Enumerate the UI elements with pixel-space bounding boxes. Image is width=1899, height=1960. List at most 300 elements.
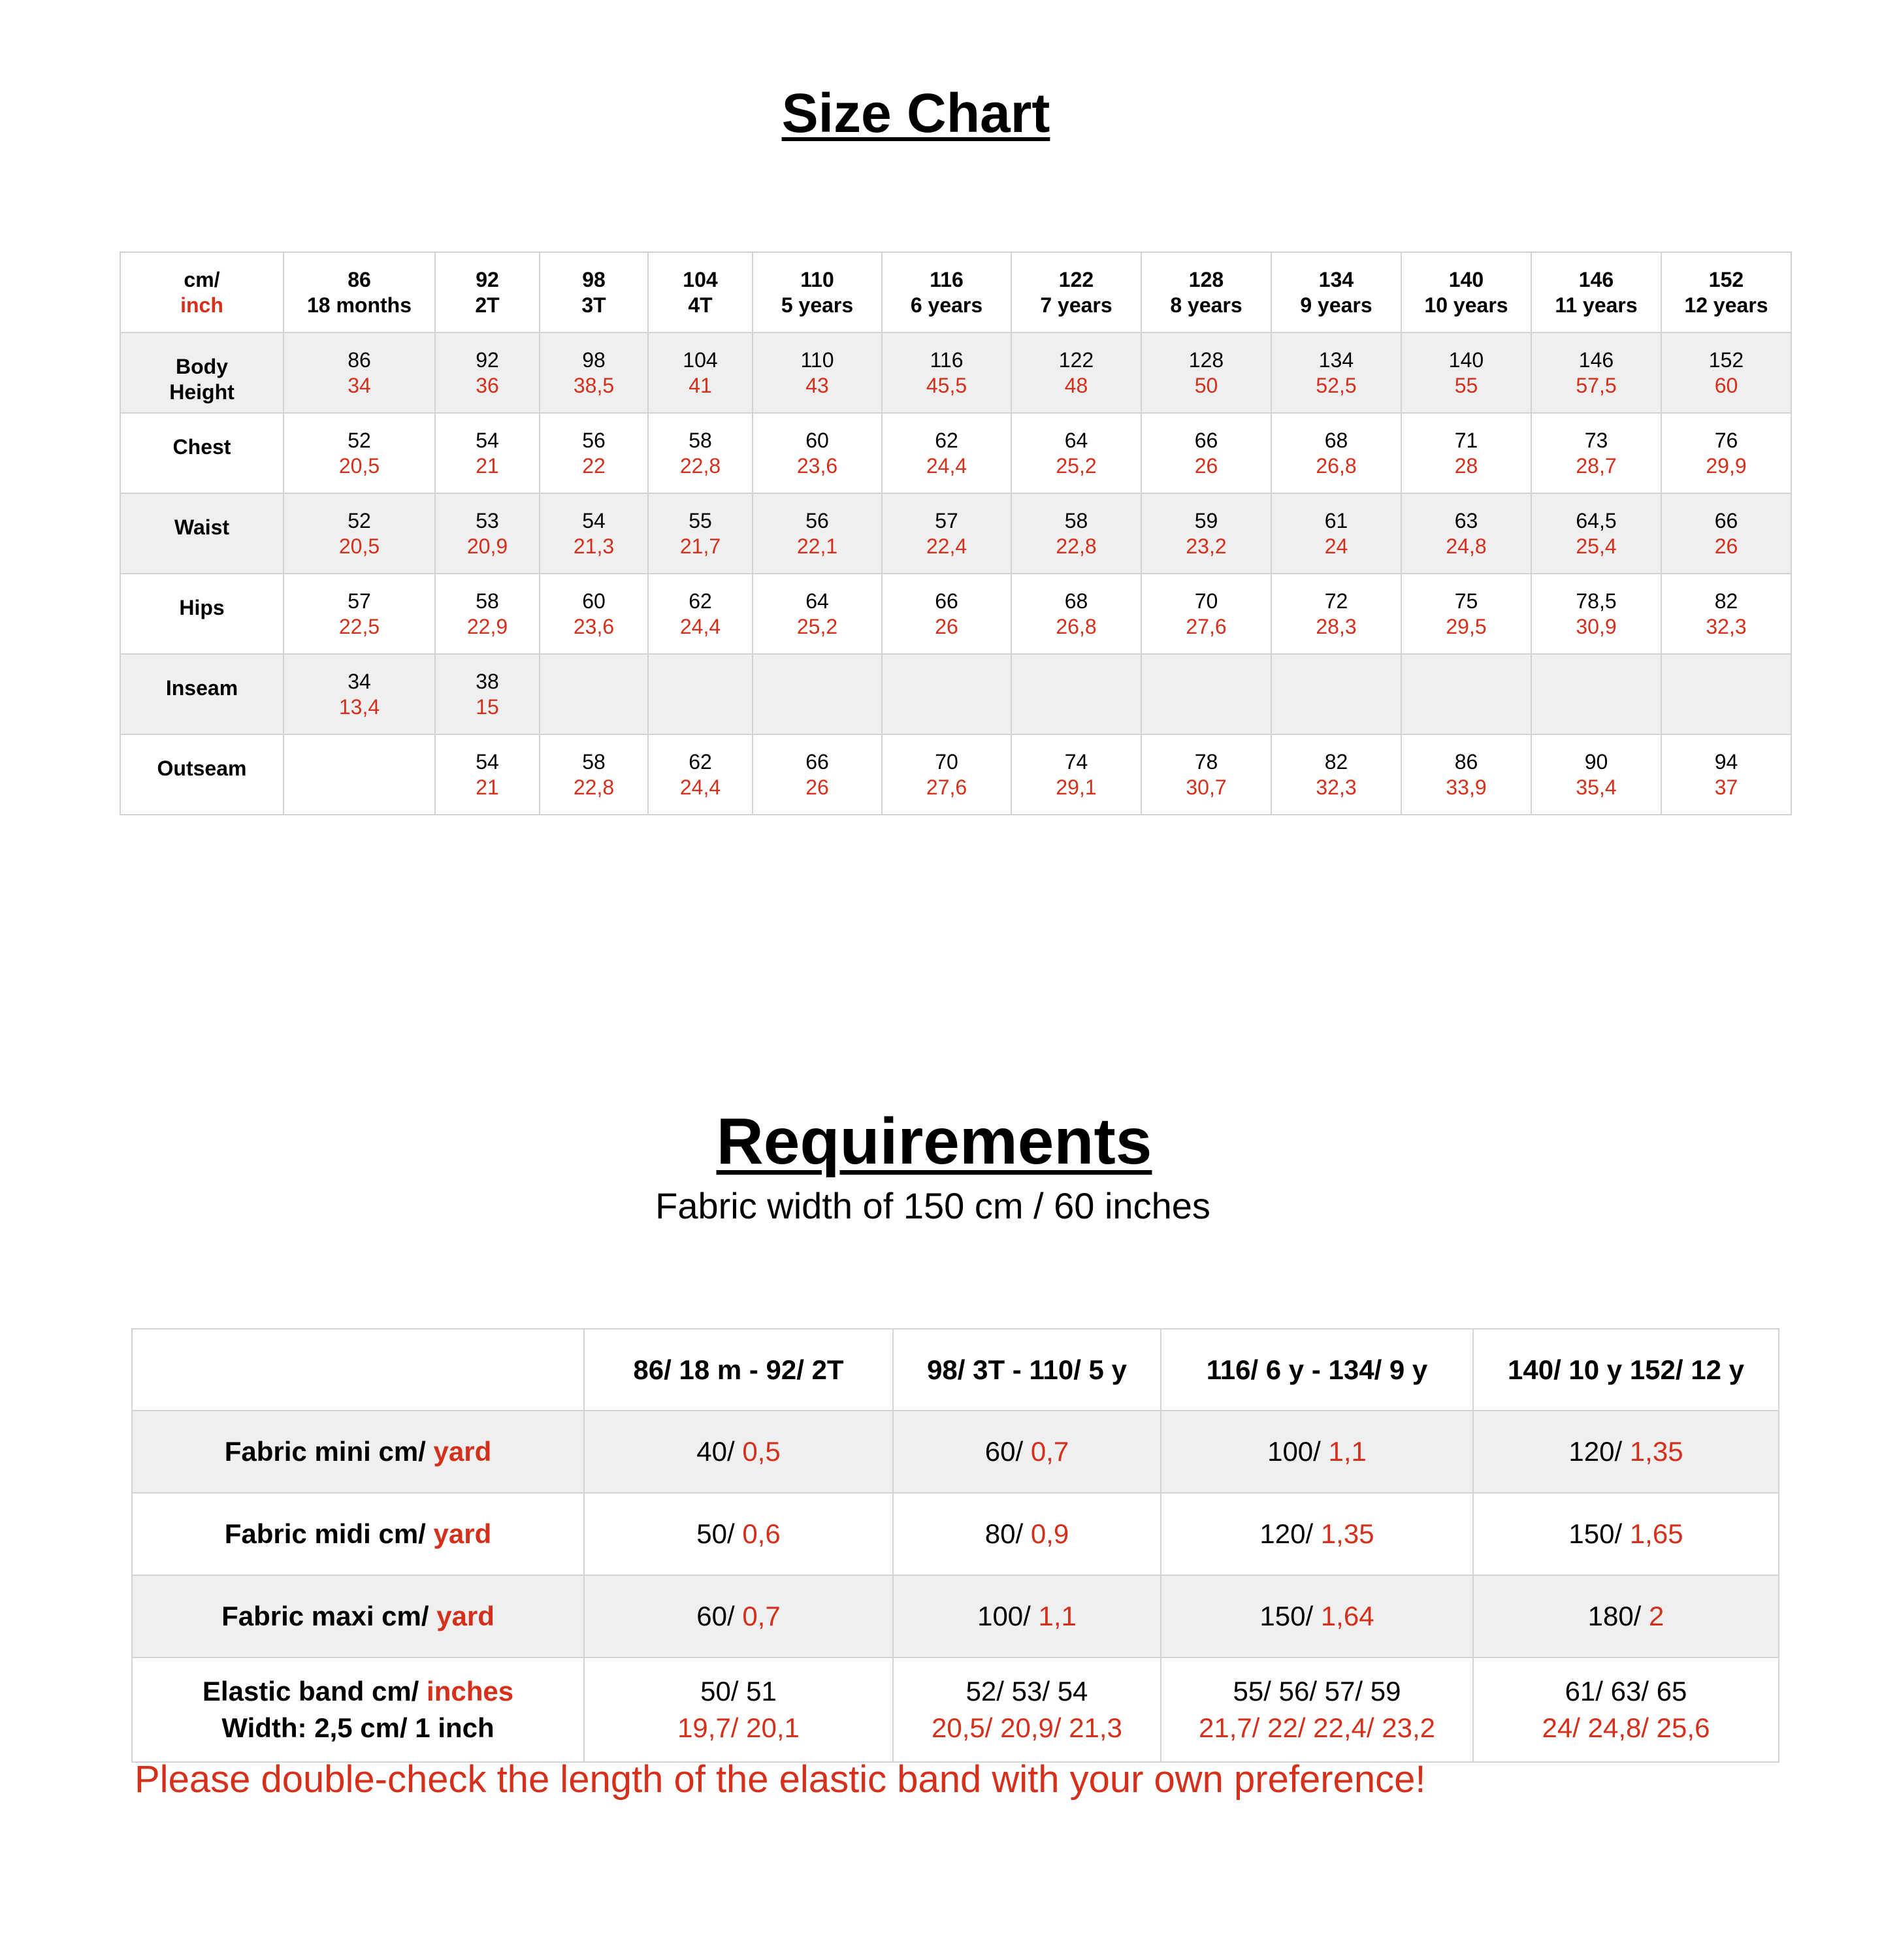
measurement-cell xyxy=(1531,333,1661,413)
measurement-cell xyxy=(284,654,435,734)
requirements-header-row xyxy=(132,1329,1779,1411)
value-inch: 25,2 xyxy=(1056,453,1097,478)
amount-cm: 60/ xyxy=(696,1601,743,1631)
value-inch: 22,1 xyxy=(796,534,838,558)
value-cm: 134 xyxy=(1318,348,1354,372)
amount-yard: 1,65 xyxy=(1629,1518,1683,1549)
value-cm: 98 xyxy=(582,348,606,372)
value-inch: 33,9 xyxy=(1446,775,1487,799)
measurement-cell xyxy=(1531,413,1661,493)
fabric-amount-cell xyxy=(584,1411,893,1493)
elastic-inch: 19,7/ 20,1 xyxy=(677,1712,800,1743)
size-range-header: 140/ 10 y 152/ 12 y xyxy=(1473,1329,1779,1411)
measurement-cell xyxy=(1011,413,1141,493)
value-inch: 29,5 xyxy=(1446,614,1487,638)
value-inch: 43 xyxy=(805,373,829,397)
elastic-cm: 50/ 51 xyxy=(700,1676,777,1707)
measurement-cell xyxy=(435,493,540,574)
measurement-cell xyxy=(648,493,753,574)
size-age: 12 years xyxy=(1684,293,1768,317)
size-column-header xyxy=(1661,252,1791,333)
elastic-cm: 55/ 56/ 57/ 59 xyxy=(1233,1676,1401,1707)
value-inch: 25,2 xyxy=(796,614,838,638)
amount-yard: 0,6 xyxy=(742,1518,781,1549)
value-cm: 64 xyxy=(1064,428,1088,452)
amount-yard: 2 xyxy=(1649,1601,1664,1631)
elastic-length-cell xyxy=(1473,1658,1779,1762)
value-inch: 26,8 xyxy=(1316,453,1357,478)
elastic-length-cell xyxy=(584,1658,893,1762)
value-cm: 58 xyxy=(476,589,499,613)
measurement-cell xyxy=(1661,333,1791,413)
value-cm: 54 xyxy=(476,749,499,774)
size-row xyxy=(120,654,1791,734)
value-inch: 22,5 xyxy=(338,614,380,638)
value-cm: 78,5 xyxy=(1576,589,1617,613)
fabric-amount-cell xyxy=(893,1575,1161,1658)
value-cm: 122 xyxy=(1058,348,1094,372)
value-inch: 28,7 xyxy=(1576,453,1617,478)
elastic-band-label xyxy=(132,1658,584,1762)
size-age: 10 years xyxy=(1424,293,1508,317)
measurement-cell xyxy=(1401,734,1531,815)
value-inch: 26,8 xyxy=(1056,614,1097,638)
measurement-label xyxy=(120,574,284,654)
value-inch: 57,5 xyxy=(1576,373,1617,397)
value-cm: 68 xyxy=(1324,428,1348,452)
value-inch: 22,8 xyxy=(679,453,721,478)
amount-yard: 0,5 xyxy=(742,1436,781,1467)
elastic-band-note: Please double-check the length of the elastic band with your own preference! xyxy=(135,1758,1426,1801)
size-number: 146 xyxy=(1578,267,1614,291)
measurement-cell xyxy=(435,413,540,493)
value-cm: 116 xyxy=(930,348,964,372)
measurement-cell xyxy=(1271,493,1401,574)
value-inch: 21,3 xyxy=(573,534,615,558)
value-cm: 55 xyxy=(689,508,712,532)
measurement-cell xyxy=(284,574,435,654)
value-cm: 53 xyxy=(476,508,499,532)
value-cm: 60 xyxy=(582,589,606,613)
value-inch: 24 xyxy=(1324,534,1348,558)
size-row xyxy=(120,734,1791,815)
measurement-cell xyxy=(753,574,882,654)
value-cm: 59 xyxy=(1194,508,1218,532)
measurement-cell xyxy=(648,574,753,654)
measurement-cell xyxy=(1011,734,1141,815)
elastic-label-line xyxy=(133,1673,583,1710)
size-age: 9 years xyxy=(1300,293,1372,317)
value-inch: 30,9 xyxy=(1576,614,1617,638)
amount-yard: 1,35 xyxy=(1629,1436,1683,1467)
measurement-cell xyxy=(1141,493,1271,574)
value-cm: 66 xyxy=(935,589,958,613)
value-inch: 28,3 xyxy=(1316,614,1357,638)
amount-yard: 1,1 xyxy=(1038,1601,1077,1631)
measurement-cell xyxy=(540,413,648,493)
size-range-header: 98/ 3T - 110/ 5 y xyxy=(893,1329,1161,1411)
measurement-cell xyxy=(1271,574,1401,654)
elastic-length-cell xyxy=(1161,1658,1473,1762)
measurement-cell xyxy=(540,734,648,815)
value-cm: 54 xyxy=(582,508,606,532)
size-number: 152 xyxy=(1708,267,1744,291)
measurement-cell xyxy=(284,734,435,815)
measurement-cell xyxy=(1011,333,1141,413)
size-number: 134 xyxy=(1318,267,1354,291)
value-cm: 60 xyxy=(805,428,829,452)
value-cm: 62 xyxy=(689,589,712,613)
value-cm: 56 xyxy=(582,428,606,452)
measurement-cell xyxy=(540,654,648,734)
fabric-label xyxy=(132,1575,584,1658)
value-inch: 15 xyxy=(476,694,499,719)
amount-yard: 0,7 xyxy=(742,1601,781,1631)
value-cm: 71 xyxy=(1454,428,1478,452)
amount-cm: 120/ xyxy=(1568,1436,1630,1467)
measurement-cell xyxy=(1271,413,1401,493)
measurement-cell xyxy=(1011,654,1141,734)
value-inch: 34 xyxy=(348,373,371,397)
value-inch: 26 xyxy=(1194,453,1218,478)
value-inch: 29,1 xyxy=(1056,775,1097,799)
elastic-label-text: Elastic band cm/ xyxy=(202,1676,427,1707)
size-column-header xyxy=(753,252,882,333)
value-cm: 56 xyxy=(805,508,829,532)
measurement-cell xyxy=(284,493,435,574)
measurement-cell xyxy=(1531,493,1661,574)
elastic-width-label: Width: 2,5 cm/ 1 inch xyxy=(221,1712,495,1743)
value-cm: 78 xyxy=(1194,749,1218,774)
size-column-header xyxy=(1271,252,1401,333)
amount-cm: 180/ xyxy=(1587,1601,1649,1631)
value-inch: 26 xyxy=(935,614,958,638)
elastic-cm: 61/ 63/ 65 xyxy=(1565,1676,1687,1707)
measurement-cell xyxy=(435,574,540,654)
value-cm: 72 xyxy=(1324,589,1348,613)
measurement-cell xyxy=(753,493,882,574)
value-cm: 76 xyxy=(1714,428,1738,452)
size-range-header: 116/ 6 y - 134/ 9 y xyxy=(1161,1329,1473,1411)
fabric-label-text: Fabric maxi cm/ xyxy=(221,1601,437,1631)
measurement-cell xyxy=(435,333,540,413)
fabric-amount-cell xyxy=(584,1493,893,1575)
size-row xyxy=(120,413,1791,493)
size-number: 140 xyxy=(1448,267,1484,291)
measurement-cell xyxy=(1401,333,1531,413)
elastic-inch: 20,5/ 20,9/ 21,3 xyxy=(932,1712,1122,1743)
size-column-header xyxy=(540,252,648,333)
measurement-cell xyxy=(1141,574,1271,654)
size-chart-table xyxy=(120,252,1792,815)
elastic-label-unit: inches xyxy=(427,1676,514,1707)
requirements-title: Requirements xyxy=(716,1105,1152,1178)
value-cm: 61 xyxy=(1324,508,1348,532)
value-inch: 22,8 xyxy=(1056,534,1097,558)
value-cm: 66 xyxy=(1194,428,1218,452)
value-cm: 52 xyxy=(348,508,371,532)
measurement-cell xyxy=(882,413,1011,493)
amount-cm: 150/ xyxy=(1568,1518,1630,1549)
fabric-label xyxy=(132,1411,584,1493)
measurement-label-line: Inseam xyxy=(165,676,238,700)
size-column-header xyxy=(1531,252,1661,333)
amount-cm: 40/ xyxy=(696,1436,743,1467)
measurement-cell xyxy=(648,654,753,734)
size-age: 4T xyxy=(688,293,713,317)
measurement-cell xyxy=(753,333,882,413)
size-number: 104 xyxy=(683,267,718,291)
value-inch: 55 xyxy=(1454,373,1478,397)
fabric-label-unit: yard xyxy=(433,1436,492,1467)
fabric-label-unit: yard xyxy=(433,1518,492,1549)
value-inch: 24,4 xyxy=(679,614,721,638)
value-cm: 73 xyxy=(1584,428,1608,452)
value-inch: 38,5 xyxy=(573,373,615,397)
measurement-cell xyxy=(882,333,1011,413)
size-age: 7 years xyxy=(1040,293,1112,317)
amount-cm: 120/ xyxy=(1259,1518,1321,1549)
size-column-header xyxy=(435,252,540,333)
value-inch: 37 xyxy=(1714,775,1738,799)
measurement-label xyxy=(120,654,284,734)
value-cm: 58 xyxy=(689,428,712,452)
value-inch: 23,6 xyxy=(573,614,615,638)
value-cm: 52 xyxy=(348,428,371,452)
value-inch: 32,3 xyxy=(1706,614,1747,638)
value-cm: 63 xyxy=(1454,508,1478,532)
value-inch: 23,6 xyxy=(796,453,838,478)
measurement-cell xyxy=(1271,333,1401,413)
measurement-label xyxy=(120,493,284,574)
size-number: 86 xyxy=(348,267,371,291)
value-cm: 128 xyxy=(1188,348,1224,372)
value-inch: 23,2 xyxy=(1186,534,1227,558)
amount-cm: 100/ xyxy=(1267,1436,1329,1467)
measurement-cell xyxy=(1661,734,1791,815)
value-cm: 57 xyxy=(935,508,958,532)
size-age: 5 years xyxy=(781,293,854,317)
amount-yard: 1,64 xyxy=(1320,1601,1374,1631)
value-inch: 24,4 xyxy=(679,775,721,799)
value-inch: 21 xyxy=(476,453,499,478)
fabric-label-unit: yard xyxy=(436,1601,495,1631)
value-inch: 21 xyxy=(476,775,499,799)
value-cm: 54 xyxy=(476,428,499,452)
value-cm: 110 xyxy=(800,348,834,372)
elastic-inch: 21,7/ 22/ 22,4/ 23,2 xyxy=(1199,1712,1435,1743)
fabric-row xyxy=(132,1575,1779,1658)
value-inch: 27,6 xyxy=(926,775,967,799)
value-cm: 66 xyxy=(1714,508,1738,532)
value-inch: 32,3 xyxy=(1316,775,1357,799)
fabric-amount-cell xyxy=(1473,1411,1779,1493)
size-number: 98 xyxy=(582,267,606,291)
size-number: 92 xyxy=(476,267,499,291)
fabric-label xyxy=(132,1493,584,1575)
value-cm: 104 xyxy=(683,348,718,372)
value-inch: 13,4 xyxy=(338,694,380,719)
measurement-cell xyxy=(1661,654,1791,734)
value-cm: 38 xyxy=(476,669,499,693)
measurement-cell xyxy=(540,493,648,574)
amount-cm: 80/ xyxy=(984,1518,1031,1549)
value-cm: 62 xyxy=(689,749,712,774)
measurement-cell xyxy=(1141,654,1271,734)
value-cm: 64,5 xyxy=(1576,508,1617,532)
elastic-band-row xyxy=(132,1658,1779,1762)
size-column-header xyxy=(882,252,1011,333)
unit-corner-cell xyxy=(120,252,284,333)
size-column-header xyxy=(1011,252,1141,333)
size-row xyxy=(120,333,1791,413)
value-cm: 86 xyxy=(348,348,371,372)
measurement-label xyxy=(120,413,284,493)
value-inch: 25,4 xyxy=(1576,534,1617,558)
value-inch: 30,7 xyxy=(1186,775,1227,799)
value-inch: 27,6 xyxy=(1186,614,1227,638)
value-cm: 66 xyxy=(805,749,829,774)
size-number: 122 xyxy=(1058,267,1094,291)
measurement-cell xyxy=(1531,734,1661,815)
value-cm: 92 xyxy=(476,348,499,372)
measurement-cell xyxy=(882,493,1011,574)
measurement-cell xyxy=(882,654,1011,734)
size-column-header xyxy=(648,252,753,333)
value-inch: 48 xyxy=(1064,373,1088,397)
size-column-header xyxy=(284,252,435,333)
fabric-amount-cell xyxy=(893,1411,1161,1493)
size-number: 128 xyxy=(1188,267,1224,291)
fabric-amount-cell xyxy=(584,1575,893,1658)
measurement-cell xyxy=(648,734,753,815)
measurement-cell xyxy=(753,654,882,734)
measurement-cell xyxy=(1661,493,1791,574)
value-inch: 22,4 xyxy=(926,534,967,558)
value-cm: 94 xyxy=(1714,749,1738,774)
size-column-header xyxy=(1141,252,1271,333)
value-inch: 52,5 xyxy=(1316,373,1357,397)
measurement-label-line: Outseam xyxy=(157,757,247,780)
measurement-label-line: Hips xyxy=(179,596,225,619)
fabric-row xyxy=(132,1493,1779,1575)
measurement-label-line: Waist xyxy=(174,515,230,539)
size-age: 6 years xyxy=(910,293,983,317)
value-cm: 146 xyxy=(1578,348,1614,372)
measurement-cell xyxy=(1141,413,1271,493)
elastic-inch: 24/ 24,8/ 25,6 xyxy=(1542,1712,1710,1743)
measurement-cell xyxy=(1401,574,1531,654)
unit-cm-label: cm/ xyxy=(184,267,220,291)
value-inch: 41 xyxy=(689,373,712,397)
value-inch: 22,8 xyxy=(573,775,615,799)
value-cm: 74 xyxy=(1064,749,1088,774)
measurement-cell xyxy=(1661,574,1791,654)
value-cm: 152 xyxy=(1708,348,1744,372)
measurement-cell xyxy=(540,574,648,654)
fabric-label-text: Fabric midi cm/ xyxy=(224,1518,434,1549)
measurement-cell xyxy=(540,333,648,413)
size-column-header xyxy=(1401,252,1531,333)
value-cm: 68 xyxy=(1064,589,1088,613)
fabric-label-text: Fabric mini cm/ xyxy=(224,1436,434,1467)
value-cm: 58 xyxy=(582,749,606,774)
value-inch: 60 xyxy=(1714,373,1738,397)
fabric-amount-cell xyxy=(1161,1411,1473,1493)
value-inch: 45,5 xyxy=(926,373,967,397)
value-inch: 50 xyxy=(1194,373,1218,397)
size-row xyxy=(120,574,1791,654)
measurement-cell xyxy=(284,333,435,413)
value-inch: 22,9 xyxy=(466,614,508,638)
value-cm: 62 xyxy=(935,428,958,452)
value-inch: 36 xyxy=(476,373,499,397)
measurement-cell xyxy=(435,734,540,815)
amount-cm: 60/ xyxy=(984,1436,1031,1467)
value-cm: 64 xyxy=(805,589,829,613)
measurement-cell xyxy=(1141,734,1271,815)
amount-cm: 100/ xyxy=(977,1601,1039,1631)
measurement-cell xyxy=(1401,413,1531,493)
measurement-cell xyxy=(753,734,882,815)
value-inch: 20,5 xyxy=(338,453,380,478)
value-cm: 58 xyxy=(1064,508,1088,532)
measurement-cell xyxy=(1401,493,1531,574)
unit-inch-label: inch xyxy=(180,293,223,317)
measurement-cell xyxy=(1011,493,1141,574)
value-inch: 22 xyxy=(582,453,606,478)
size-age: 11 years xyxy=(1555,293,1638,317)
measurement-cell xyxy=(753,413,882,493)
value-cm: 34 xyxy=(348,669,371,693)
value-inch: 20,5 xyxy=(338,534,380,558)
value-cm: 90 xyxy=(1584,749,1608,774)
value-inch: 24,4 xyxy=(926,453,967,478)
value-inch: 21,7 xyxy=(679,534,721,558)
requirements-corner-cell xyxy=(132,1329,584,1411)
measurement-cell xyxy=(648,413,753,493)
size-age: 8 years xyxy=(1170,293,1242,317)
size-header-row xyxy=(120,252,1791,333)
measurement-cell xyxy=(1011,574,1141,654)
value-cm: 57 xyxy=(348,589,371,613)
size-number: 116 xyxy=(930,267,964,291)
measurement-label xyxy=(120,734,284,815)
value-cm: 82 xyxy=(1714,589,1738,613)
amount-cm: 50/ xyxy=(696,1518,743,1549)
value-inch: 26 xyxy=(1714,534,1738,558)
value-cm: 70 xyxy=(935,749,958,774)
fabric-amount-cell xyxy=(1473,1575,1779,1658)
measurement-cell xyxy=(1271,734,1401,815)
requirements-table xyxy=(131,1328,1779,1763)
fabric-amount-cell xyxy=(1161,1493,1473,1575)
measurement-cell xyxy=(1401,654,1531,734)
amount-cm: 150/ xyxy=(1259,1601,1321,1631)
value-inch: 35,4 xyxy=(1576,775,1617,799)
size-row xyxy=(120,493,1791,574)
value-inch: 29,9 xyxy=(1706,453,1747,478)
measurement-cell xyxy=(882,574,1011,654)
measurement-label-line: Height xyxy=(169,380,235,404)
value-inch: 24,8 xyxy=(1446,534,1487,558)
measurement-cell xyxy=(1271,654,1401,734)
size-chart-title: Size Chart xyxy=(781,82,1050,144)
measurement-cell xyxy=(648,333,753,413)
amount-yard: 1,1 xyxy=(1328,1436,1367,1467)
fabric-amount-cell xyxy=(1161,1575,1473,1658)
fabric-row xyxy=(132,1411,1779,1493)
